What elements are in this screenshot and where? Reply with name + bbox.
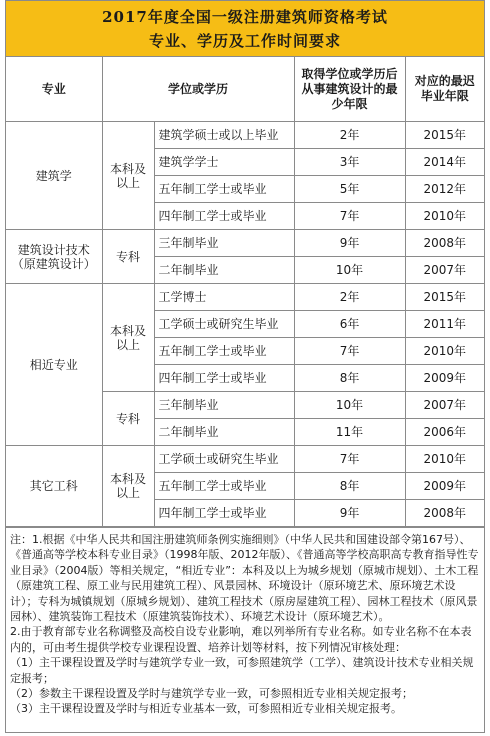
grad-year-cell: 2014年 bbox=[405, 149, 484, 176]
degree-cell: 四年制工学士或毕业 bbox=[154, 203, 294, 230]
years-cell: 7年 bbox=[294, 203, 405, 230]
years-cell: 5年 bbox=[294, 176, 405, 203]
grad-year-cell: 2007年 bbox=[405, 392, 484, 419]
years-cell: 8年 bbox=[294, 473, 405, 500]
header-degree: 学位或学历 bbox=[102, 57, 294, 122]
grad-year-cell: 2006年 bbox=[405, 419, 484, 446]
degree-cell: 四年制工学士或毕业 bbox=[154, 365, 294, 392]
degree-cell: 建筑学学士 bbox=[154, 149, 294, 176]
note-2-3: （3）主干课程设置及学时与相近专业基本一致，可参照相近专业相关规定报考。 bbox=[10, 702, 402, 716]
major-cell: 其它工科 bbox=[6, 446, 102, 527]
major-cell: 建筑学 bbox=[6, 122, 102, 230]
degree-cell: 五年制工学士或毕业 bbox=[154, 338, 294, 365]
header-row bbox=[6, 57, 484, 122]
grad-year-cell: 2008年 bbox=[405, 500, 484, 527]
requirements-sheet bbox=[5, 0, 485, 733]
degree-cell: 五年制工学士或毕业 bbox=[154, 176, 294, 203]
note-2: 2.由于教育部专业名称调整及高校自设专业影响，难以列举所有专业名称。如专业名称不在本表内的，可由考生提供学校专业课程设置、培养计划等材料，按下列情况审核处理： bbox=[10, 625, 472, 654]
grad-year-cell: 2011年 bbox=[405, 311, 484, 338]
years-cell: 11年 bbox=[294, 419, 405, 446]
note-1: 注：1.根据《中华人民共和国注册建筑师条例实施细则》（中华人民共和国建设部令第167号）、《普通高等学校本科专业目录》（1998年版、2012年版）、《普通高等学校高职高专教育指导性专业目录》（2004版）等相关规定，“相近专业”：本科及以上为城乡规划（原城市规划）、土木工程（原建筑工程、原工业与民用建筑工程）、风景园林、环境设计（原环境艺术、原环境艺术设计）；专科为城镇规划（原城乡规划）、建筑工程技术（原房屋建筑工程）、园林工程技术（原风景园林）、建筑装饰工程技术（原建筑装饰技术）、环境艺术设计（原环境艺术）。 bbox=[10, 533, 479, 624]
major-cell: 建筑设计技术（原建筑设计） bbox=[6, 230, 102, 284]
grad-year-cell: 2010年 bbox=[405, 203, 484, 230]
years-cell: 10年 bbox=[294, 257, 405, 284]
note-2-1: （1）主干课程设置及学时与建筑学专业一致，可参照建筑学（工学）、建筑设计技术专业相关规定报考； bbox=[10, 656, 474, 685]
degree-cell: 五年制工学士或毕业 bbox=[154, 473, 294, 500]
note-2-2: （2）参数主干课程设置及学时与建筑学专业一致，可参照相近专业相关规定报考； bbox=[10, 687, 413, 701]
grad-year-cell: 2007年 bbox=[405, 257, 484, 284]
grad-year-cell: 2015年 bbox=[405, 284, 484, 311]
header-years: 取得学位或学历后从事建筑设计的最少年限 bbox=[294, 57, 405, 122]
grad-year-cell: 2010年 bbox=[405, 338, 484, 365]
header-major: 专业 bbox=[6, 57, 102, 122]
level-cell: 本科及以上 bbox=[102, 284, 154, 392]
years-cell: 7年 bbox=[294, 446, 405, 473]
years-cell: 9年 bbox=[294, 230, 405, 257]
grad-year-cell: 2010年 bbox=[405, 446, 484, 473]
degree-cell: 四年制工学士或毕业 bbox=[154, 500, 294, 527]
years-cell: 2年 bbox=[294, 284, 405, 311]
years-cell: 7年 bbox=[294, 338, 405, 365]
page-subtitle: 专业、学历及工作时间要求 bbox=[148, 32, 341, 50]
degree-cell: 二年制毕业 bbox=[154, 419, 294, 446]
years-cell: 8年 bbox=[294, 365, 405, 392]
grad-year-cell: 2008年 bbox=[405, 230, 484, 257]
grad-year-cell: 2012年 bbox=[405, 176, 484, 203]
level-cell: 专科 bbox=[102, 392, 154, 446]
degree-cell: 工学硕士或研究生毕业 bbox=[154, 311, 294, 338]
requirements-table bbox=[6, 57, 484, 527]
level-cell: 本科及以上 bbox=[102, 122, 154, 230]
degree-cell: 建筑学硕士或以上毕业 bbox=[154, 122, 294, 149]
degree-cell: 三年制毕业 bbox=[154, 230, 294, 257]
header-grad: 对应的最迟毕业年限 bbox=[405, 57, 484, 122]
degree-cell: 工学博士 bbox=[154, 284, 294, 311]
years-cell: 2年 bbox=[294, 122, 405, 149]
table-row bbox=[6, 446, 484, 473]
major-cell: 相近专业 bbox=[6, 284, 102, 446]
table-row bbox=[6, 230, 484, 257]
degree-cell: 工学硕士或研究生毕业 bbox=[154, 446, 294, 473]
title-banner bbox=[6, 1, 484, 57]
table-row bbox=[6, 284, 484, 311]
level-cell: 专科 bbox=[102, 230, 154, 284]
grad-year-cell: 2009年 bbox=[405, 365, 484, 392]
table-row bbox=[6, 122, 484, 149]
degree-cell: 三年制毕业 bbox=[154, 392, 294, 419]
grad-year-cell: 2015年 bbox=[405, 122, 484, 149]
level-cell: 本科及以上 bbox=[102, 446, 154, 527]
years-cell: 3年 bbox=[294, 149, 405, 176]
years-cell: 6年 bbox=[294, 311, 405, 338]
grad-year-cell: 2009年 bbox=[405, 473, 484, 500]
years-cell: 10年 bbox=[294, 392, 405, 419]
years-cell: 9年 bbox=[294, 500, 405, 527]
notes-section bbox=[6, 527, 484, 717]
degree-cell: 二年制毕业 bbox=[154, 257, 294, 284]
page-title: 2017年度全国一级注册建筑师资格考试 bbox=[102, 8, 388, 26]
